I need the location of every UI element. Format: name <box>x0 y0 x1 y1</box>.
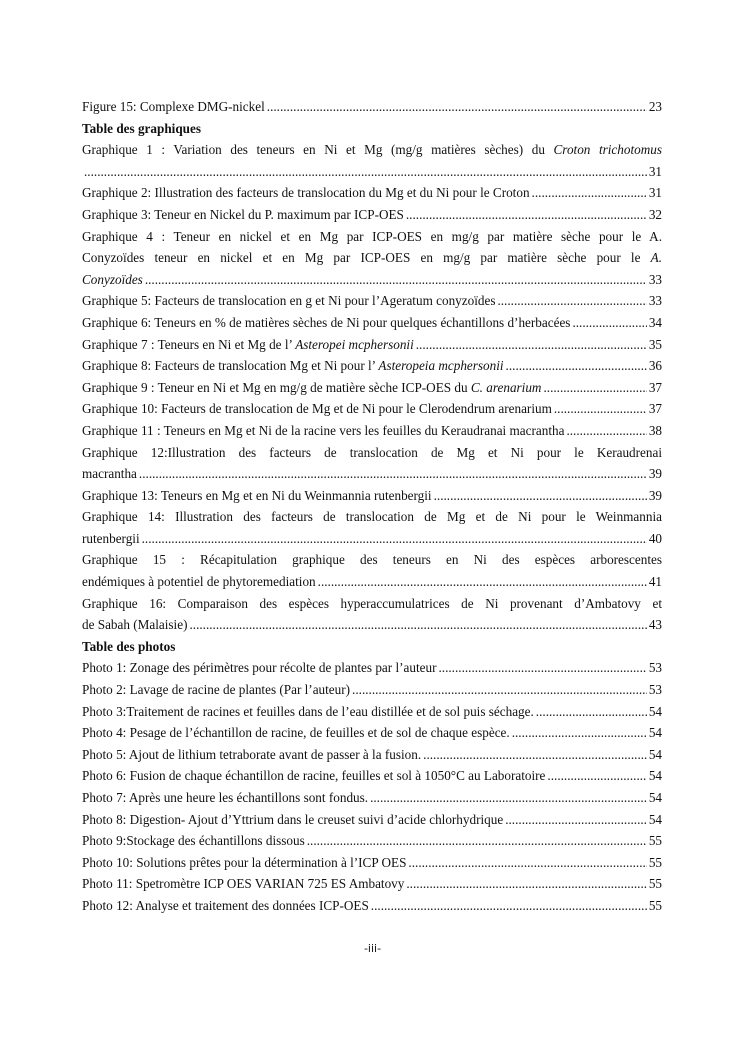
page-number-footer: -iii- <box>363 942 382 955</box>
toc-entry-graphique-11[interactable]: Graphique 11 : Teneurs en Mg et Ni de la racine vers les feuilles du Keraudranai macrantha ..... 38 <box>82 420 662 442</box>
toc-entry-figure-15[interactable] <box>82 96 662 118</box>
toc-entry-graphique-14[interactable]: Graphique 14: Illustration des facteurs de translocation de Mg et de Ni pour le Weinmannia rutenbergii ..... 40 <box>82 506 662 549</box>
toc-page-number: 54 <box>648 725 662 741</box>
toc-entry-graphique-4[interactable]: Graphique 4 : Teneur en nickel et en Mg par ICP-OES en mg/g par matière sèche pour le A. Conyzoïdes teneur en nickel et en Mg par ICP-OES en mg/g par matière sèche pour le A. Conyzoïdes ..... 33 <box>82 226 662 291</box>
toc-entry-graphique-6[interactable]: Graphique 6: Teneurs en % de matières sèches de Ni pour quelques échantillons d’herbacées ..... 34 <box>82 312 662 334</box>
toc-entry-photo-5[interactable]: Photo 5: Ajout de lithium tetraborate avant de passer à la fusion. ..... 54 <box>82 744 662 766</box>
toc-entry-photo-9[interactable]: Photo 9:Stockage des échantillons dissous ..... 55 <box>82 830 662 852</box>
toc-page-number: 55 <box>648 854 662 870</box>
toc-page-number: 32 <box>648 206 662 222</box>
toc-entry-graphique-3[interactable]: Graphique 3: Teneur en Nickel du P. maximum par ICP-OES ..... 32 <box>82 204 662 226</box>
toc-page-number: 53 <box>648 682 662 698</box>
toc-page-number: 54 <box>648 703 662 719</box>
toc-entry-graphique-16[interactable]: Graphique 16: Comparaison des espèces hyperaccumulatrices de Ni provenant d’Ambatovy et de Sabah (Malaisie) ..... 43 <box>82 593 662 636</box>
toc-page-number: 41 <box>648 574 662 590</box>
toc-entry-graphique-15[interactable]: Graphique 15 : Récapitulation graphique des teneurs en Ni des espèces arborescentes endémiques à potentiel de phytoremediation ..... 41 <box>82 549 662 592</box>
toc-entry-graphique-8[interactable]: Graphique 8: Facteurs de translocation Mg et Ni pour l’ Asteropeia mcphersonii ..... 36 <box>82 355 662 377</box>
toc-page-number: 33 <box>648 293 662 309</box>
toc-entry-photo-1[interactable]: Photo 1: Zonage des périmètres pour récolte de plantes par l’auteur ..... 53 <box>82 657 662 679</box>
toc-entry-photo-3[interactable]: Photo 3:Traitement de racines et feuilles dans de l’eau distillée et de sol puis séchage. ..... 54 <box>82 701 662 723</box>
toc-page-number: 37 <box>648 379 662 395</box>
toc-entry-photo-11[interactable]: Photo 11: Spetromètre ICP OES VARIAN 725 ES Ambatovy ..... 55 <box>82 873 662 895</box>
toc-page-number: 54 <box>648 746 662 762</box>
toc-page-number: 54 <box>648 811 662 827</box>
toc-entry-title: Figure 15: Complexe DMG-nickel <box>82 99 265 114</box>
toc-page-number: 38 <box>648 422 662 438</box>
toc-entry-graphique-7[interactable]: Graphique 7 : Teneurs en Ni et Mg de l’ Asteropei mcphersonii ..... 35 <box>82 334 662 356</box>
toc-page-number: 55 <box>648 897 662 913</box>
toc-page-number: 23 <box>648 99 662 114</box>
toc-entry-photo-12[interactable]: Photo 12: Analyse et traitement des données ICP-OES ..... 55 <box>82 895 662 917</box>
toc-entry-photo-2[interactable]: Photo 2: Lavage de racine de plantes (Par l’auteur) ..... 53 <box>82 679 662 701</box>
toc-entry-photo-4[interactable]: Photo 4: Pesage de l’échantillon de racine, de feuilles et de sol de chaque espèce. ..... 54 <box>82 722 662 744</box>
toc-page-number: 36 <box>648 358 662 374</box>
toc-entry-photo-7[interactable]: Photo 7: Après une heure les échantillons sont fondus. ..... 54 <box>82 787 662 809</box>
toc-entry-photo-10[interactable]: Photo 10: Solutions prêtes pour la détermination à l’ICP OES ..... 55 <box>82 852 662 874</box>
toc-page-number: 54 <box>648 768 662 784</box>
toc-page-number: 39 <box>648 487 662 503</box>
section-heading-photos: Table des photos <box>82 638 176 654</box>
toc-entry-photo-6[interactable]: Photo 6: Fusion de chaque échantillon de racine, feuilles et sol à 1050°C au Laboratoire ..... 54 <box>82 765 662 787</box>
toc-page-number: 35 <box>648 336 662 352</box>
toc-page-number: 54 <box>648 790 662 805</box>
toc-page-number: 39 <box>648 466 662 482</box>
toc-entry-graphique-9[interactable]: Graphique 9 : Teneur en Ni et Mg en mg/g de matière sèche ICP-OES du C. arenarium ..... 37 <box>82 377 662 399</box>
toc-page-number: 37 <box>648 401 662 417</box>
toc-page-number: 53 <box>648 660 662 676</box>
toc-page-number: 33 <box>648 271 662 287</box>
toc-page-number: 34 <box>648 314 662 330</box>
toc-page-number: 31 <box>648 185 662 201</box>
toc-page-number: 55 <box>648 876 662 892</box>
section-heading-graphiques: Table des graphiques <box>82 120 201 136</box>
toc-entry-graphique-5[interactable]: Graphique 5: Facteurs de translocation en g et Ni pour l’Ageratum conyzoïdes ..... 33 <box>82 290 662 312</box>
toc-page-number: 55 <box>648 833 662 849</box>
toc-entry-graphique-1[interactable]: Graphique 1 : Variation des teneurs en Ni et Mg (mg/g matières sèches) du Croton trichotomus ..... 31 <box>82 139 662 182</box>
table-of-contents <box>82 96 662 917</box>
toc-entry-graphique-10[interactable]: Graphique 10: Facteurs de translocation de Mg et de Ni pour le Clerodendrum arenarium ..... 37 <box>82 398 662 420</box>
toc-entry-photo-8[interactable]: Photo 8: Digestion- Ajout d’Yttrium dans le creuset suivi d’acide chlorhydrique ..... 54 <box>82 809 662 831</box>
toc-page-number: 31 <box>648 163 662 179</box>
toc-page-number: 43 <box>648 617 662 633</box>
toc-entry-graphique-12[interactable]: Graphique 12:Illustration des facteurs de translocation de Mg et Ni pour le Keraudrenai macrantha ..... 39 <box>82 442 662 485</box>
toc-entry-graphique-2[interactable]: Graphique 2: Illustration des facteurs de translocation du Mg et du Ni pour le Croton ..... 31 <box>82 182 662 204</box>
toc-entry-graphique-13[interactable]: Graphique 13: Teneurs en Mg et en Ni du Weinmannia rutenbergii ..... 39 <box>82 485 662 507</box>
toc-page-number: 40 <box>648 530 662 546</box>
